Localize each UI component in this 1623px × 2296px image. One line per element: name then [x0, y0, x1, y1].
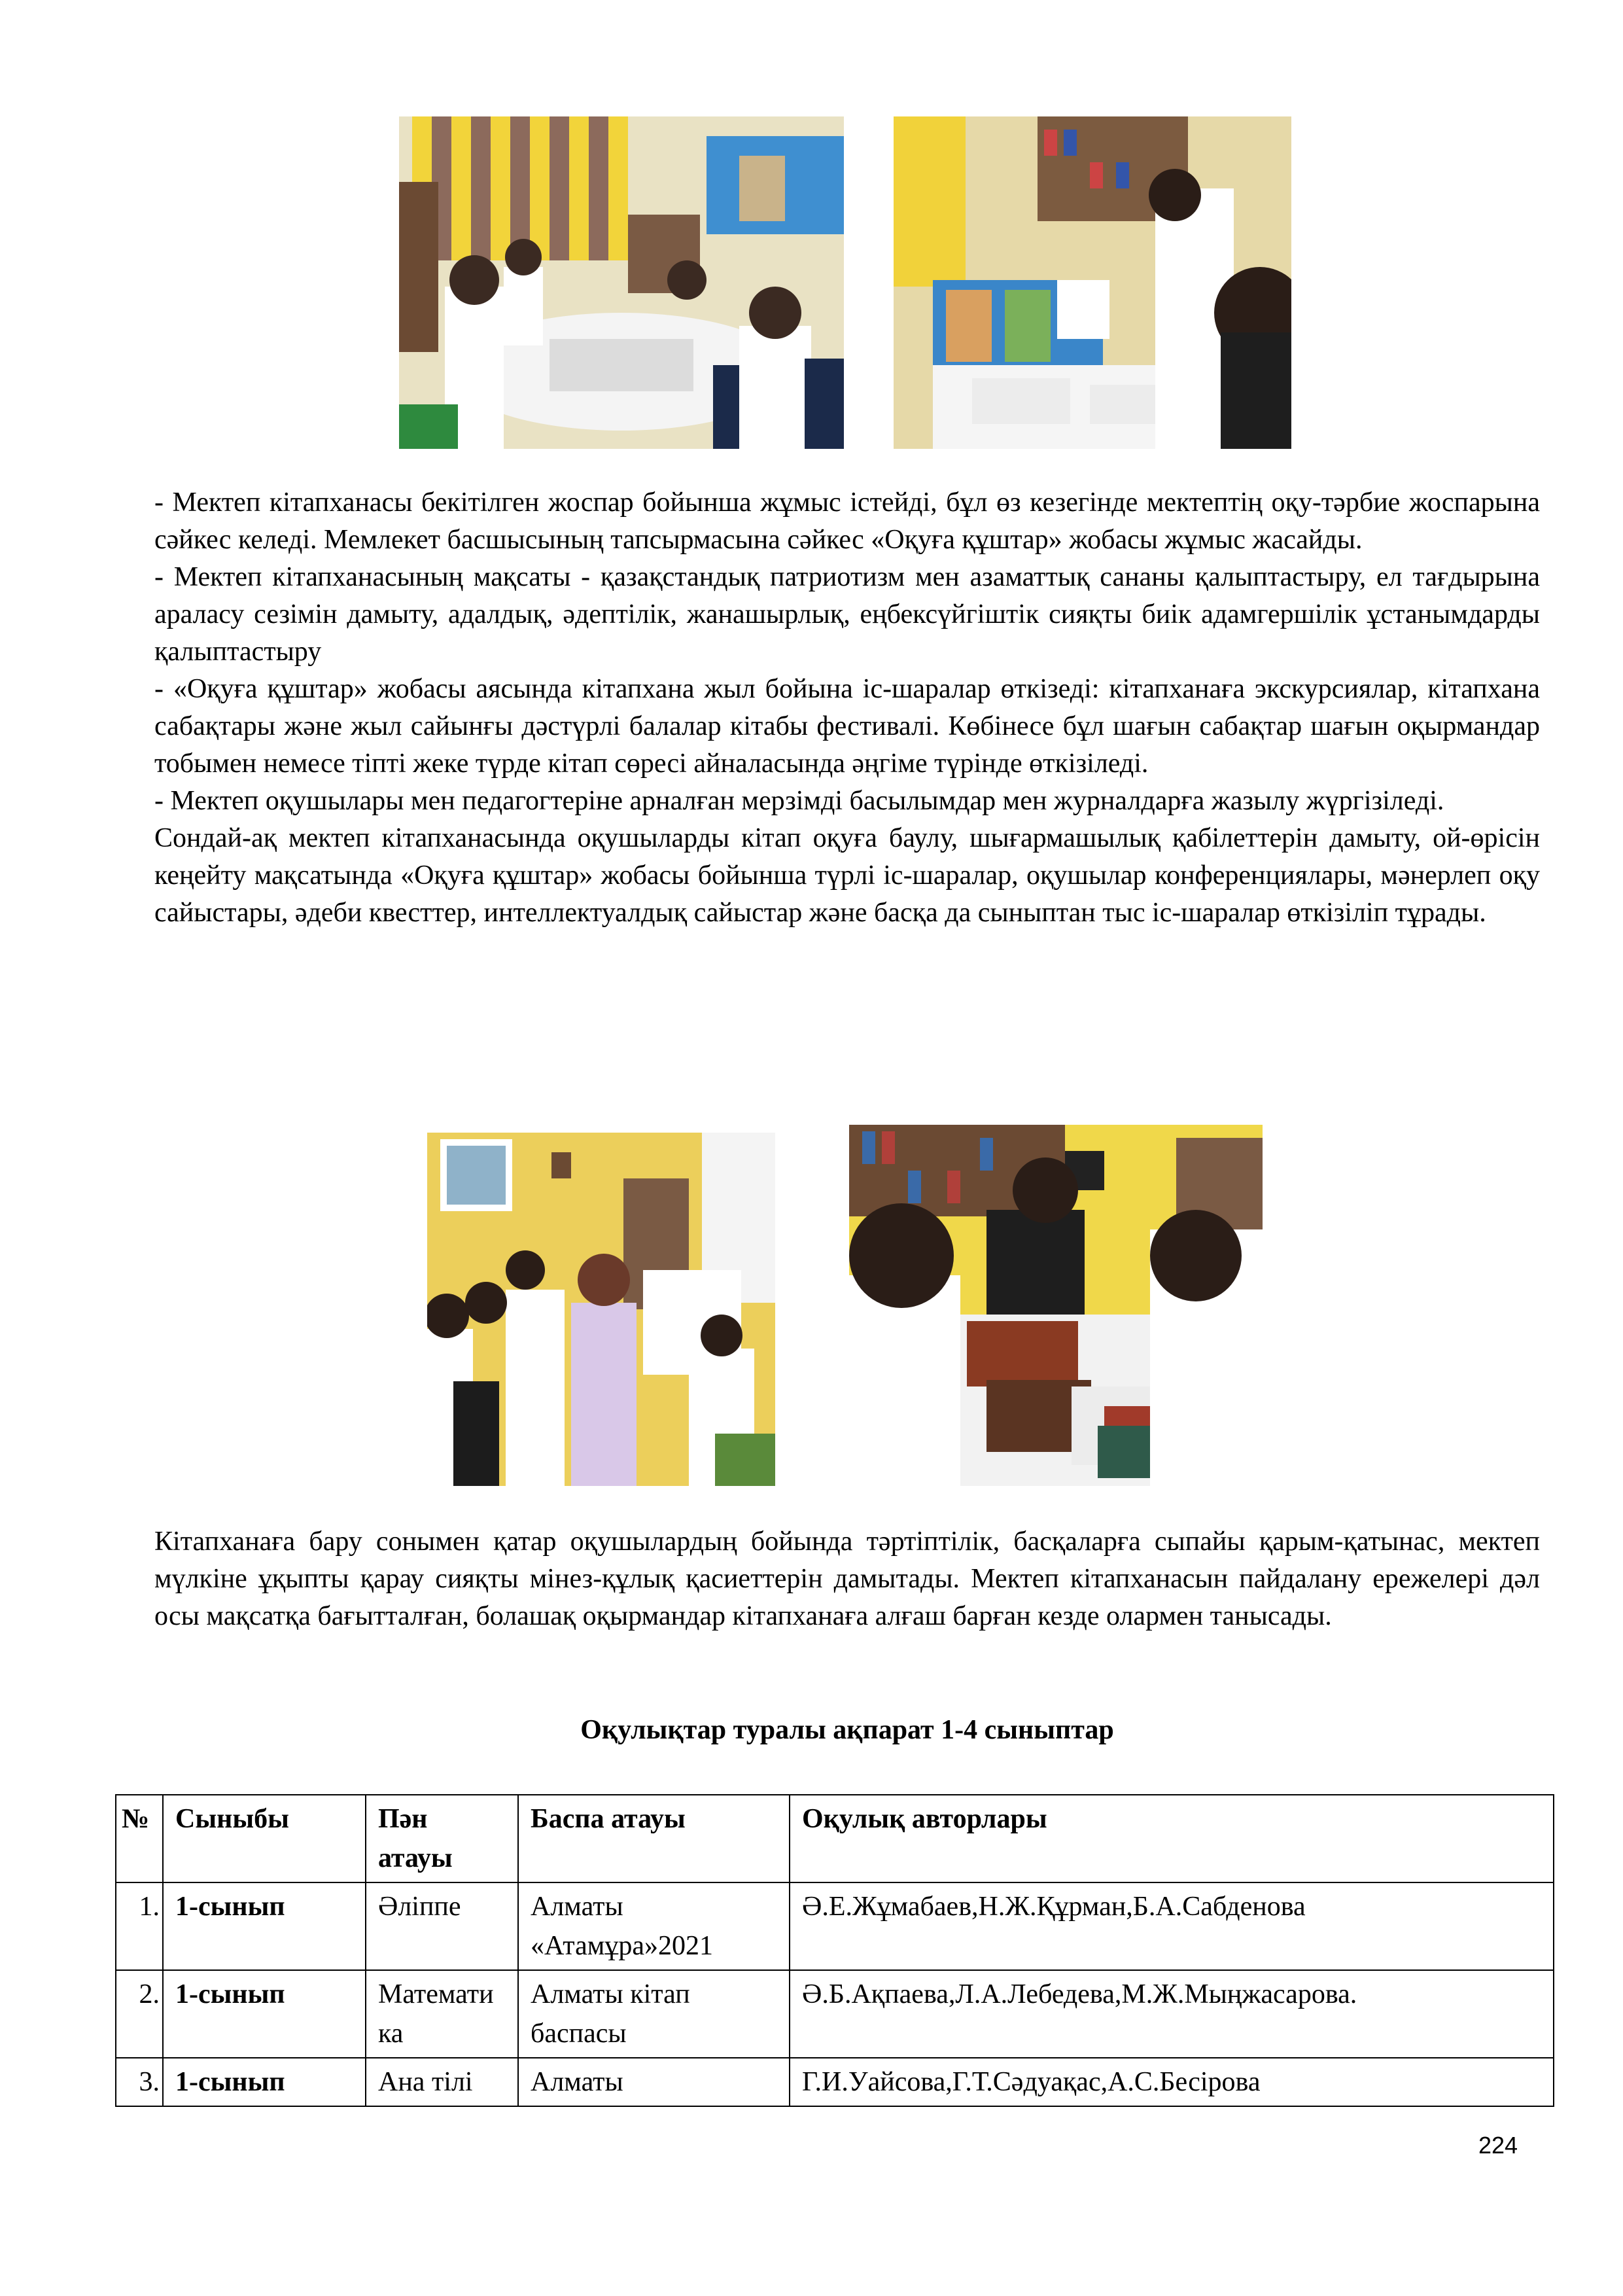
paragraph: Кітапханаға бару сонымен қатар оқушылардың бойында тәртіптілік, басқаларға сыпайы қарым-қатынас, мектеп мүлкіне ұқыпты қарау сияқты мінез-құлық қасиеттерін дамытады. Мектеп кітапханасын пайдалану ережелері дәл осы мақсатқа бағытталған, болашақ оқырмандар кітапханаға алғаш барған кезде олармен танысады. [154, 1527, 1540, 1631]
library-reading-photo [399, 116, 844, 449]
table-cell: 3. [116, 2058, 163, 2106]
photo-icon [849, 1125, 1263, 1486]
table-cell: Әліппе [366, 1882, 518, 1970]
table-cell: 1. [116, 1882, 163, 1970]
students-reading-books-photo [849, 1125, 1263, 1486]
table-cell: Ана тілі [366, 2058, 518, 2106]
column-header: Сыныбы [163, 1795, 366, 1882]
paragraph: Сондай-ақ мектеп кітапханасында оқушыларды кітап оқуға баулу, шығармашылық қабілеттерін дамыту, ой-өрісін кеңейту мақсатында «Оқуға құштар» жобасы бойынша түрлі іс-шаралар, оқушылар конференциялары, мәнерлеп оқу сайыстары, әдеби квесттер, интеллектуалдық сайыстар және басқа да сыныптан тыс іс-шаралар өткізіліп тұрады. [154, 823, 1540, 928]
intro-text-block [154, 484, 1540, 932]
librarian-with-students-photo [427, 1133, 775, 1486]
table-cell: Алматы [518, 2058, 790, 2106]
paragraph: - Мектеп кітапханасының мақсаты - қазақстандық патриотизм мен азаматтық сананы қалыптастыру, ел тағдырына араласу сезімін дамыту, адалдық, әдептілік, жанашырлық, еңбексүйгіштік сияқты биік адамгершілік ұстанымдарды қалыптастыру [154, 562, 1540, 667]
textbook-table [115, 1794, 1554, 2107]
table-cell: 2. [116, 1970, 163, 2058]
table-row [116, 2058, 1554, 2106]
table-cell: Ә.Б.Ақпаева,Л.А.Лебедева,М.Ж.Мыңжасарова. [790, 1970, 1554, 2058]
table-cell: Алматы «Атамұра»2021 [518, 1882, 790, 1970]
photo-icon [427, 1133, 775, 1486]
paragraph: - Мектеп оқушылары мен педагогтеріне арналған мерзімді басылымдар мен журналдарға жазылу жүргізіледі. [154, 786, 1444, 816]
column-header: Баспа атауы [518, 1795, 790, 1882]
page-number: 224 [1478, 2132, 1518, 2159]
column-header: Пән атауы [366, 1795, 518, 1882]
paragraph: - Мектеп кітапханасы бекітілген жоспар бойынша жұмыс істейді, бұл өз кезегінде мектептің оқу-тәрбие жоспарына сәйкес келеді. Мемлекет басшысының тапсырмасына сәйкес «Оқуға құштар» жобасы жұмыс жасайды. [154, 487, 1540, 555]
book-exhibition-photo [894, 116, 1291, 449]
table-header-row [116, 1795, 1554, 1882]
table-cell: 1-сынып [163, 1970, 366, 2058]
table-cell: 1-сынып [163, 2058, 366, 2106]
column-header: № [116, 1795, 163, 1882]
table-cell: Математика [366, 1970, 518, 2058]
photo-icon [399, 116, 844, 449]
table-cell: Алматы кітап баспасы [518, 1970, 790, 2058]
column-header: Оқулық авторлары [790, 1795, 1554, 1882]
photo-icon [894, 116, 1291, 449]
table-row [116, 1882, 1554, 1970]
table-cell: 1-сынып [163, 1882, 366, 1970]
paragraph: - «Оқуға құштар» жобасы аясында кітапхана жыл бойына іс-шаралар өткізеді: кітапханаға экскурсиялар, кітапхана сабақтары және жыл сайынғы дәстүрлі балалар кітабы фестивалі. Көбінесе бұл шағын сабақтар шағын оқырмандар тобымен немесе тіпті жеке түрде кітап сөресі айналасында әңгіме түрінде өткізіледі. [154, 674, 1540, 779]
table-cell: Г.И.Уайсова,Г.Т.Сәдуақас,А.С.Бесірова [790, 2058, 1554, 2106]
table-cell: Ә.Е.Жұмабаев,Н.Ж.Құрман,Б.А.Сабденова [790, 1882, 1554, 1970]
table-title: Оқулықтар туралы ақпарат 1-4 сыныптар [580, 1715, 1114, 1745]
table-row [116, 1970, 1554, 2058]
